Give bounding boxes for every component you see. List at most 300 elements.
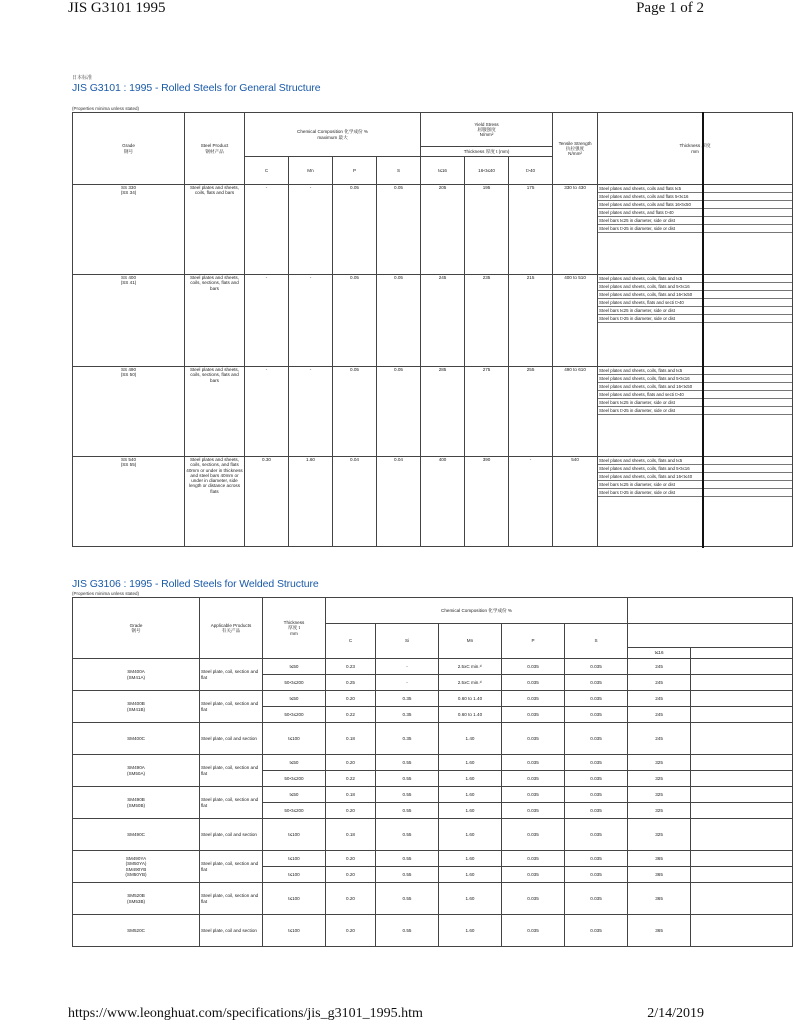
grade-cell [73, 755, 200, 787]
y-cell: 365 [628, 851, 691, 867]
grade-cell [73, 659, 200, 691]
list-item [598, 185, 792, 193]
mn-cell: 1.60 [289, 457, 333, 547]
blank-cell [691, 819, 793, 851]
p-cell: 0.035 [502, 803, 565, 819]
table-row [73, 755, 793, 771]
th-grade: Grade 钢号 [73, 113, 185, 185]
thickness-item: Steel plates and sheets, coils, flats and 16<t≤50 [598, 291, 792, 299]
si-cell: 0.55 [376, 755, 439, 771]
table-row [73, 787, 793, 803]
list-item [598, 283, 792, 291]
p-cell: 0.035 [502, 915, 565, 947]
grade-alt-label: (SM50A) [126, 770, 146, 776]
grade-alt-label: (SM41A) [126, 674, 146, 680]
c-cell: 0.18 [326, 723, 376, 755]
grade-cell [73, 883, 200, 915]
section1-title: JIS G3101 : 1995 - Rolled Steels for General Structure [72, 82, 321, 94]
th2-yield-top [628, 624, 793, 648]
tensile-cell: 540 [553, 457, 598, 547]
thickness-item: Steel bars t≤25 in diameter, side or dist [598, 399, 792, 407]
product-cell: Steel plates and sheets, coils, sections, flats and bars [185, 367, 245, 457]
grade-alt-label: (SM50YB) [125, 871, 147, 877]
t-cell: t≤100 [263, 819, 326, 851]
blank-cell [691, 691, 793, 707]
grade-label: SM400C [127, 735, 145, 741]
y2-cell: 195 [465, 185, 509, 275]
th2-s: S [565, 624, 628, 659]
th-y3: t>40 [509, 157, 553, 185]
si-cell: 0.55 [376, 771, 439, 787]
table-row [73, 691, 793, 707]
list-item [598, 383, 792, 391]
p-cell: 0.05 [333, 275, 377, 367]
p-cell: 0.05 [333, 185, 377, 275]
thickness-item: Steel plates and sheets, and flats t>40 [598, 209, 792, 217]
c-cell: - [245, 275, 289, 367]
list-item [598, 489, 792, 497]
y3-cell: 255 [509, 367, 553, 457]
si-cell: 0.35 [376, 691, 439, 707]
p-cell: 0.035 [502, 691, 565, 707]
thickness-item: Steel plates and sheets, coils, flats and t≤5 [598, 457, 792, 465]
product-cell: Steel plates and sheets, coils, sections, and flats 40mm or under in thickness and steel bars 40mm or under in diameter, side length or distance across flats [185, 457, 245, 547]
y1-cell: 205 [421, 185, 465, 275]
s-cell: 0.05 [377, 275, 421, 367]
t-cell: t≤50 [263, 659, 326, 675]
si-cell: 0.55 [376, 787, 439, 803]
th-thickness-right: Thickness 厚度 mm [598, 113, 793, 185]
t-cell: t≤100 [263, 915, 326, 947]
th2-chem: Chemical Composition 化学成份 % [326, 598, 628, 624]
th2-thickness: Thickness 厚度 t mm [263, 598, 326, 659]
t-cell: t≤50 [263, 755, 326, 771]
list-item [598, 307, 792, 315]
thickness-sublist [598, 275, 792, 323]
p-cell: 0.035 [502, 707, 565, 723]
blank-cell [691, 851, 793, 867]
mn-cell: 1.40 [439, 723, 502, 755]
t-cell: t≤50 [263, 787, 326, 803]
c-cell: 0.20 [326, 803, 376, 819]
y-cell: 325 [628, 819, 691, 851]
grade-alt-label: (SM41B) [126, 706, 146, 712]
s-cell: 0.035 [565, 787, 628, 803]
product-cell: Steel plate, coil and section [200, 819, 263, 851]
th2-y1: t≤16 [628, 648, 691, 659]
list-item [598, 465, 792, 473]
y3-cell: 175 [509, 185, 553, 275]
grade-label: SM520B [127, 893, 145, 899]
grade-cell [73, 185, 185, 275]
tensile-cell: 330 to 430 [553, 185, 598, 275]
list-item [598, 209, 792, 217]
y-cell: 245 [628, 707, 691, 723]
thickness-item: Steel bars t>25 in diameter, side or dist [598, 489, 792, 497]
y-cell: 325 [628, 771, 691, 787]
s-cell: 0.035 [565, 819, 628, 851]
thickness-item: Steel plates and sheets, flats and secti t>40 [598, 391, 792, 399]
grade-cell [73, 691, 200, 723]
table-row [73, 723, 793, 755]
p-cell: 0.035 [502, 867, 565, 883]
y2-cell: 275 [465, 367, 509, 457]
c-cell: 0.22 [326, 771, 376, 787]
section2-title: JIS G3106 : 1995 - Rolled Steels for Welded Structure [72, 578, 319, 590]
y-cell: 245 [628, 691, 691, 707]
thickness-item: Steel plates and sheets, coils and flats 5<t≤16 [598, 193, 792, 201]
th2-mn: Mn [439, 624, 502, 659]
list-item [598, 399, 792, 407]
table-row [73, 819, 793, 851]
th2-si: Si [376, 624, 439, 659]
p-cell: 0.05 [333, 367, 377, 457]
s-cell: 0.035 [565, 755, 628, 771]
p-cell: 0.035 [502, 659, 565, 675]
y-cell: 365 [628, 883, 691, 915]
table-row [73, 659, 793, 675]
mn-cell: 1.60 [439, 787, 502, 803]
s-cell: 0.035 [565, 691, 628, 707]
section2-note: (Properties minima unless stated) [72, 591, 140, 596]
y-cell: 245 [628, 675, 691, 691]
thickness-sublist [598, 367, 792, 415]
mn-cell: 1.60 [439, 803, 502, 819]
blank-cell [691, 787, 793, 803]
p-cell: 0.04 [333, 457, 377, 547]
blank-cell [691, 915, 793, 947]
table-right-edge [702, 112, 706, 548]
thickness-item: Steel bars t>25 in diameter, side or dist [598, 225, 792, 233]
product-cell: Steel plate, coil, section and flat [200, 659, 263, 691]
c-cell: 0.20 [326, 915, 376, 947]
list-item [598, 481, 792, 489]
table-general-structure [72, 112, 711, 548]
grade-cell [73, 787, 200, 819]
th2-products: Applicable Products 有关产品 [200, 598, 263, 659]
product-cell: Steel plate, coil, section and flat [200, 691, 263, 723]
table-row [73, 275, 793, 367]
th-yield-thickness: Thickness 厚度 t (mm) [421, 147, 553, 157]
y-cell: 325 [628, 755, 691, 771]
thickness-list-cell [598, 367, 793, 457]
grade-cell [73, 819, 200, 851]
t-cell: 50<t≤200 [263, 771, 326, 787]
list-item [598, 375, 792, 383]
th2-grade: Grade 钢号 [73, 598, 200, 659]
y2-cell: 235 [465, 275, 509, 367]
thickness-item: Steel plates and sheets, coils, flats and t≤5 [598, 367, 792, 375]
th-c: C [245, 157, 289, 185]
t-cell: 50<t≤200 [263, 675, 326, 691]
p-cell: 0.035 [502, 675, 565, 691]
blank-cell [691, 867, 793, 883]
table-row [73, 851, 793, 867]
y-cell: 325 [628, 787, 691, 803]
t-cell: t≤100 [263, 851, 326, 867]
grade-label: SS 330 [120, 185, 137, 190]
s-cell: 0.05 [377, 185, 421, 275]
c-cell: - [245, 367, 289, 457]
list-item [598, 291, 792, 299]
mn-cell: 1.60 [439, 851, 502, 867]
p-cell: 0.035 [502, 851, 565, 867]
s-cell: 0.035 [565, 707, 628, 723]
table-row [73, 883, 793, 915]
grade-label: SM400B [127, 701, 145, 707]
si-cell: - [376, 659, 439, 675]
product-cell: Steel plate, coil, section and flat [200, 755, 263, 787]
grade-alt-label: (SS 41) [120, 280, 137, 286]
thickness-item: Steel bars t≤25 in diameter, side or dist [598, 217, 792, 225]
s-cell: 0.035 [565, 723, 628, 755]
thickness-item: Steel plates and sheets, coils and flats 16<t≤50 [598, 201, 792, 209]
table-row [73, 367, 793, 457]
y-cell: 365 [628, 867, 691, 883]
page-footer-url[interactable]: https://www.leonghuat.com/specifications/jis_g3101_1995.htm [68, 1006, 423, 1021]
blank-cell [691, 707, 793, 723]
c-cell: 0.20 [326, 883, 376, 915]
s-cell: 0.035 [565, 915, 628, 947]
thickness-item: Steel plates and sheets, coils, flats and t≤5 [598, 275, 792, 283]
th2-p: P [502, 624, 565, 659]
thickness-sublist [598, 185, 792, 233]
section1-cn-caption: 日本标准 [72, 75, 93, 81]
c-cell: 0.20 [326, 755, 376, 771]
t-cell: t≤100 [263, 723, 326, 755]
list-item [598, 407, 792, 415]
p-cell: 0.035 [502, 755, 565, 771]
grade-label: SM490YB [125, 866, 147, 872]
grade-alt-label: (SS 55) [120, 462, 137, 468]
grade-cell [73, 723, 200, 755]
tensile-cell: 490 to 610 [553, 367, 598, 457]
table-row [73, 457, 793, 547]
s-cell: 0.035 [565, 803, 628, 819]
list-item [598, 457, 792, 465]
thickness-item: Steel plates and sheets, coils, flats and 5<t≤16 [598, 283, 792, 291]
blank-cell [691, 771, 793, 787]
mn-cell: 1.60 [439, 819, 502, 851]
y-cell: 245 [628, 659, 691, 675]
c-cell: 0.20 [326, 851, 376, 867]
th-product: Steel Product 钢材产品 [185, 113, 245, 185]
y1-cell: 245 [421, 275, 465, 367]
mn-cell: - [289, 185, 333, 275]
table-welded-structure [72, 597, 702, 957]
page-footer-date: 2/14/2019 [647, 1006, 704, 1021]
tensile-cell: 400 to 510 [553, 275, 598, 367]
product-cell: Steel plate, coil, section and flat [200, 851, 263, 883]
list-item [598, 367, 792, 375]
y-cell: 325 [628, 803, 691, 819]
thickness-item: Steel plates and sheets, coils and flats t≤5 [598, 185, 792, 193]
thickness-item: Steel bars t>25 in diameter, side or dist [598, 315, 792, 323]
p-cell: 0.035 [502, 883, 565, 915]
grade-alt-label: (SS 50) [120, 372, 137, 378]
list-item [598, 391, 792, 399]
s-cell: 0.035 [565, 771, 628, 787]
si-cell: - [376, 675, 439, 691]
c-cell: 0.18 [326, 819, 376, 851]
grade-label: SM490B [127, 797, 145, 803]
page-header-doc-name: JIS G3101 1995 [68, 0, 166, 16]
mn-cell: 1.60 [439, 755, 502, 771]
mn-cell: 1.60 [439, 883, 502, 915]
si-cell: 0.35 [376, 723, 439, 755]
mn-cell: 1.60 [439, 867, 502, 883]
s-cell: 0.04 [377, 457, 421, 547]
list-item [598, 193, 792, 201]
thickness-item: Steel plates and sheets, coils, flats and 16<t≤50 [598, 383, 792, 391]
p-cell: 0.035 [502, 723, 565, 755]
thickness-sublist [598, 457, 792, 497]
p-cell: 0.035 [502, 819, 565, 851]
grade-label: SS 400 [120, 275, 137, 280]
list-item [598, 473, 792, 481]
mn-cell: - [289, 367, 333, 457]
th-tensile: Tensile Strength 抗拉强度 N/mm² [553, 113, 598, 185]
c-cell: 0.23 [326, 659, 376, 675]
y3-cell: - [509, 457, 553, 547]
thickness-item: Steel plates and sheets, coils, flats and 16<t≤40 [598, 473, 792, 481]
c-cell: 0.22 [326, 707, 376, 723]
product-cell: Steel plates and sheets, coils, flats and bars [185, 185, 245, 275]
si-cell: 0.55 [376, 803, 439, 819]
c-cell: 0.18 [326, 787, 376, 803]
y2-cell: 390 [465, 457, 509, 547]
list-item [598, 225, 792, 233]
product-cell: Steel plate, coil, section and flat [200, 787, 263, 819]
y-cell: 245 [628, 723, 691, 755]
list-item [598, 299, 792, 307]
s-cell: 0.035 [565, 659, 628, 675]
th2-yield-blank [628, 598, 793, 624]
si-cell: 0.55 [376, 883, 439, 915]
thickness-list-cell [598, 457, 793, 547]
list-item [598, 275, 792, 283]
product-cell: Steel plate, coil and section [200, 915, 263, 947]
si-cell: 0.35 [376, 707, 439, 723]
si-cell: 0.55 [376, 867, 439, 883]
t-cell: t≤50 [263, 691, 326, 707]
grade-cell [73, 851, 200, 883]
s-cell: 0.035 [565, 851, 628, 867]
product-cell: Steel plate, coil, section and flat [200, 883, 263, 915]
thickness-item: Steel bars t>25 in diameter, side or dist [598, 407, 792, 415]
si-cell: 0.55 [376, 851, 439, 867]
c-cell: 0.30 [245, 457, 289, 547]
grade-alt-label: (SM53B) [126, 898, 146, 904]
grade-cell [73, 367, 185, 457]
grade-label: SM400A [127, 669, 145, 675]
product-cell: Steel plate, coil and section [200, 723, 263, 755]
y1-cell: 400 [421, 457, 465, 547]
si-cell: 0.55 [376, 819, 439, 851]
mn-cell: 0.60 to 1.40 [439, 691, 502, 707]
grade-cell [73, 915, 200, 947]
mn-cell: 1.60 [439, 915, 502, 947]
s-cell: 0.035 [565, 883, 628, 915]
thickness-item: Steel plates and sheets, flats and secti t>40 [598, 299, 792, 307]
list-item [598, 217, 792, 225]
th-s: S [377, 157, 421, 185]
section1-note: (Properties minima unless stated) [72, 106, 140, 111]
th-p: P [333, 157, 377, 185]
blank-cell [691, 723, 793, 755]
p-cell: 0.035 [502, 771, 565, 787]
grade-label: SM490A [127, 765, 145, 771]
grade-label: SS 540 [120, 457, 137, 462]
list-item [598, 201, 792, 209]
p-cell: 0.035 [502, 787, 565, 803]
mn-cell: 0.60 to 1.40 [439, 707, 502, 723]
thickness-list-cell [598, 185, 793, 275]
grade-label: SM520C [127, 927, 145, 933]
s-cell: 0.035 [565, 867, 628, 883]
thickness-item: Steel plates and sheets, coils, flats and 5<t≤16 [598, 465, 792, 473]
thickness-list-cell [598, 275, 793, 367]
grade-alt-label: (SM50YA) [125, 861, 147, 867]
thickness-item: Steel plates and sheets, coils, flats and 5<t≤16 [598, 375, 792, 383]
blank-cell [691, 659, 793, 675]
th-y1: t≤16 [421, 157, 465, 185]
c-cell: 0.20 [326, 867, 376, 883]
thickness-item: Steel bars t≤25 in diameter, side or dist [598, 481, 792, 489]
table-row [73, 185, 793, 275]
blank-cell [691, 755, 793, 771]
mn-cell: 2.5xC min.¹⁾ [439, 659, 502, 675]
grade-cell [73, 275, 185, 367]
mn-cell: 2.5xC min.¹⁾ [439, 675, 502, 691]
y3-cell: 215 [509, 275, 553, 367]
grade-alt-label: (SS 34) [120, 190, 137, 196]
c-cell: 0.25 [326, 675, 376, 691]
table-row [73, 915, 793, 947]
grade-cell [73, 457, 185, 547]
th2-c: C [326, 624, 376, 659]
s-cell: 0.05 [377, 367, 421, 457]
grade-label: SM490YA [125, 855, 147, 861]
th-mn: Mn [289, 157, 333, 185]
t-cell: t≤100 [263, 883, 326, 915]
s-cell: 0.035 [565, 675, 628, 691]
y-cell: 365 [628, 915, 691, 947]
th-chem: Chemical Composition 化学成份 % maximum 最大 [245, 113, 421, 157]
th-yield: Yield Stress 屈服强度 N/mm² [421, 113, 553, 147]
mn-cell: - [289, 275, 333, 367]
th2-y2 [691, 648, 793, 659]
th-y2: 16<t≤40 [465, 157, 509, 185]
blank-cell [691, 675, 793, 691]
blank-cell [691, 803, 793, 819]
list-item [598, 315, 792, 323]
c-cell: - [245, 185, 289, 275]
product-cell: Steel plates and sheets, coils, sections, flats and bars [185, 275, 245, 367]
grade-alt-label: (SM50B) [126, 802, 146, 808]
t-cell: t≤100 [263, 867, 326, 883]
grade-label: SM490C [127, 831, 145, 837]
thickness-item: Steel bars t≤25 in diameter, side or dist [598, 307, 792, 315]
blank-cell [691, 883, 793, 915]
t-cell: 50<t≤200 [263, 803, 326, 819]
si-cell: 0.55 [376, 915, 439, 947]
c-cell: 0.20 [326, 691, 376, 707]
y1-cell: 285 [421, 367, 465, 457]
mn-cell: 1.60 [439, 771, 502, 787]
grade-label: SS 490 [120, 367, 137, 372]
page-header-page-label: Page 1 of 2 [636, 0, 704, 16]
